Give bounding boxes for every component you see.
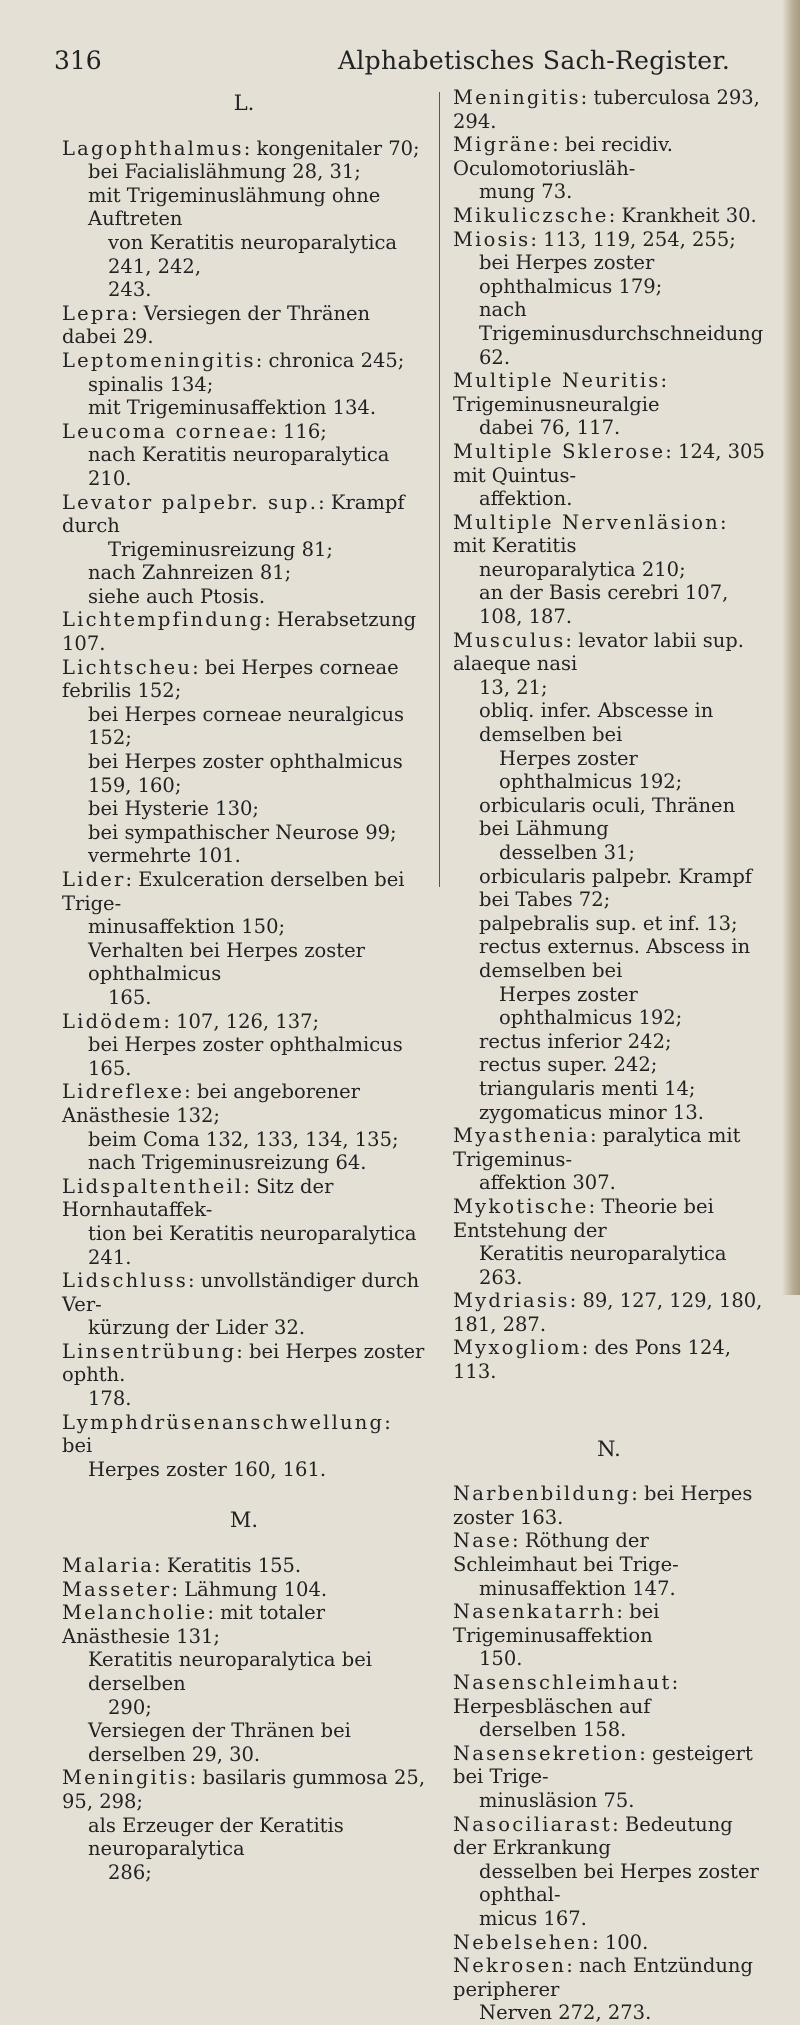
entry-continuation: Keratitis neuroparalytica 263. [479, 1242, 727, 1289]
headword: Leucoma corneae [62, 419, 271, 443]
sub-entry: bei Facialislähmung 28, 31; [88, 160, 361, 184]
headword: Leptomeningitis [62, 348, 256, 372]
page-number: 316 [54, 46, 102, 75]
headword: Narbenbildung [453, 1482, 632, 1506]
section-letter-n: N. [597, 1436, 621, 1461]
entry-continuation: dabei 76, 117. [479, 416, 621, 440]
entry-continuation: Herpes zoster ophthalmicus 192; [499, 982, 683, 1030]
sub-entry: triangularis menti 14; [479, 1076, 696, 1100]
headword: Myxogliom [453, 1336, 582, 1360]
index-entry: Lymphdrüsenanschwellung: bei [62, 1410, 391, 1458]
headword: Lider [62, 868, 126, 891]
sub-entry: zygomaticus minor 13. [479, 1100, 704, 1124]
sub-entry: mit Trigeminuslähmung ohne Auftreten [88, 183, 381, 231]
index-entry: Lidreflexe: bei angeborener Anästhesie 132; [62, 1080, 361, 1127]
index-entry: Malaria: Keratitis 155. [62, 1554, 302, 1578]
headword: Levator palpebr. sup. [62, 490, 319, 514]
sub-entry: bei Herpes zoster ophthalmicus 165. [88, 1033, 403, 1080]
headword: Lepra [62, 301, 131, 325]
entry-continuation: derselben 158. [479, 1718, 627, 1742]
headword: Multiple Nervenläsion [453, 510, 720, 534]
index-entry: Nasenkatarrh: bei Trigeminusaffektion [453, 1600, 660, 1647]
index-entry: Lepra: Versiegen der Thränen dabei 29. [62, 301, 371, 349]
entry-continuation: desselben bei Herpes zoster ophthal- [479, 1859, 759, 1907]
entry-continuation: von Keratitis neuroparalytica 241, 242, [108, 230, 398, 278]
headword: Meningitis [453, 86, 581, 109]
headword: Masseter [62, 1577, 172, 1601]
index-entry: Lidspaltentheil: Sitz der Hornhautaffek- [62, 1174, 334, 1222]
entry-continuation: affektion. [479, 487, 573, 511]
headword: Linsentrübung [62, 1339, 237, 1363]
sub-entry: rectus inferior 242; [479, 1029, 672, 1053]
index-entry: Levator palpebr. sup.: Krampf durch [62, 490, 405, 538]
headword: Lidreflexe [62, 1080, 185, 1104]
sub-entry: orbicularis palpebr. Krampf bei Tabes 72; [479, 864, 753, 912]
headword: Lidspaltentheil [62, 1174, 244, 1198]
right-column [453, 86, 765, 2025]
headword: Lidödem [62, 1009, 164, 1033]
index-entry: Mydriasis: 89, 127, 129, 180, 181, 287. [453, 1289, 763, 1336]
headword: Nasensekretion [453, 1741, 640, 1765]
entry-continuation: Herpes zoster ophthalmicus 192; [499, 746, 683, 794]
headword: Nasenschleimhaut [453, 1671, 672, 1694]
index-entry: Lidödem: 107, 126, 137; [62, 1009, 320, 1033]
headword: Multiple Sklerose [453, 439, 666, 463]
sub-entry: obliq. infer. Abscesse in demselben bei [479, 699, 714, 747]
entry-continuation: affektion 307. [479, 1171, 616, 1195]
entry-continuation: minusläsion 75. [479, 1788, 635, 1812]
entry-continuation: Trigeminusreizung 81; [108, 537, 333, 561]
entry-continuation: 243. [108, 278, 152, 302]
index-entry: Nasenschleimhaut: Herpesbläschen auf [453, 1671, 679, 1718]
sub-entry: bei Herpes corneae neuralgicus 152; [88, 702, 405, 750]
sub-entry: als Erzeuger der Keratitis neuroparalytica [88, 1813, 344, 1861]
index-entry: Nekrosen: nach Entzündung peripherer [453, 1954, 753, 2001]
index-entry: Lichtscheu: bei Herpes corneae febrilis 152; [62, 655, 399, 703]
index-entry: Mikuliczsche: Krankheit 30. [453, 203, 757, 227]
index-entry: Nasociliarast: Bedeutung der Erkrankung [453, 1812, 733, 1860]
index-entry: Musculus: levator labii sup. alaeque nasi [453, 628, 744, 676]
sub-entry: nach Trigeminusreizung 64. [88, 1151, 367, 1175]
entry-continuation: 150. [479, 1647, 523, 1671]
entry-continuation: neuroparalytica 210; [479, 557, 686, 581]
headword: Lichtempfindung [62, 608, 265, 632]
headword: Nasenkatarrh [453, 1600, 617, 1624]
entry-continuation: 178. [88, 1387, 132, 1411]
index-entry: Meningitis: tuberculosa 293, 294. [453, 86, 760, 133]
index-entry: Masseter: Lähmung 104. [62, 1577, 328, 1601]
headword: Miosis [453, 227, 531, 251]
headword: Lidschluss [62, 1269, 188, 1293]
index-entry: Leptomeningitis: chronica 245; [62, 348, 405, 372]
headword: Nase [453, 1529, 513, 1553]
headword: Meningitis [62, 1766, 190, 1790]
headword: Mykotische [453, 1194, 589, 1218]
entry-continuation: minusaffektion 147. [479, 1576, 676, 1600]
page-edge [782, 0, 800, 1295]
sub-entry: bei Hysterie 130; [88, 797, 259, 821]
index-entry: Multiple Neuritis: Trigeminusneuralgie [453, 369, 668, 416]
sub-entry: Keratitis neuroparalytica bei derselben [88, 1648, 372, 1695]
index-entry: Melancholie: mit totaler Anästhesie 131; [62, 1601, 326, 1648]
page-header [0, 42, 800, 82]
sub-entry: vermehrte 101. [88, 844, 241, 868]
index-entry: Linsentrübung: bei Herpes zoster ophth. [62, 1339, 425, 1387]
headword: Malaria [62, 1554, 155, 1578]
entry-continuation: 290; [108, 1695, 152, 1719]
entry-continuation: kürzung der Lider 32. [88, 1316, 306, 1340]
index-entry: Nebelsehen: 100. [453, 1930, 649, 1954]
headword: Lymphdrüsenanschwellung [62, 1410, 385, 1434]
entry-continuation: 286; [108, 1860, 152, 1884]
index-entry: Leucoma corneae: 116; [62, 419, 327, 443]
headword: Nekrosen [453, 1954, 567, 1978]
entry-continuation: 13, 21; [479, 675, 548, 699]
sub-entry: nach Trigeminusdurchschneidung 62. [479, 298, 764, 369]
entry-continuation: Nerven 272, 273. [479, 2001, 652, 2025]
entry-continuation: desselben 31; [499, 841, 635, 864]
sub-entry: bei sympathischer Neurose 99; [88, 820, 397, 844]
entry-continuation: 165. [108, 985, 152, 1009]
sub-entry: siehe auch Ptosis. [88, 584, 266, 608]
sub-entry: bei Herpes zoster ophthalmicus 159, 160; [88, 750, 403, 797]
index-entry: Multiple Sklerose: 124, 305 mit Quintus- [453, 439, 765, 487]
sub-entry: nach Zahnreizen 81; [88, 561, 292, 585]
headword: Multiple Neuritis [453, 369, 661, 393]
index-entry: Mykotische: Theorie bei Entstehung der [453, 1194, 714, 1242]
entry-continuation: micus 167. [479, 1906, 587, 1930]
sub-entry: mit Trigeminusaffektion 134. [88, 396, 377, 420]
sub-entry: rectus externus. Abscess in demselben bei [479, 935, 751, 982]
left-column [62, 86, 426, 1884]
entry-continuation: mung 73. [479, 180, 573, 204]
headword: Lichtscheu [62, 655, 193, 679]
index-entry: Miosis: 113, 119, 254, 255; [453, 227, 736, 251]
index-entry: Myxogliom: des Pons 124, 113. [453, 1336, 731, 1384]
index-entry: Meningitis: basilaris gummosa 25, 95, 298; [62, 1766, 426, 1813]
page-title: Alphabetisches Sach-Register. [338, 46, 731, 75]
index-entry: Lidschluss: unvollständiger durch Ver- [62, 1269, 420, 1316]
sub-entry: rectus super. 242; [479, 1053, 658, 1077]
headword: Nebelsehen [453, 1930, 593, 1954]
sub-entry: palpebralis sup. et inf. 13; [479, 911, 738, 935]
sub-entry: nach Keratitis neuroparalytica 210. [88, 443, 390, 490]
index-entry: Myasthenia: paralytica mit Trigeminus- [453, 1124, 741, 1171]
index-entry: Nasensekretion: gesteigert bei Trige- [453, 1741, 753, 1789]
headword: Mydriasis [453, 1289, 570, 1313]
index-entry: Lichtempfindung: Herabsetzung 107. [62, 608, 417, 656]
sub-entry: beim Coma 132, 133, 134, 135; [88, 1127, 399, 1151]
entry-continuation: Herpes zoster 160, 161. [88, 1457, 327, 1481]
sub-entry: orbicularis oculi, Thränen bei Lähmung [479, 793, 736, 841]
index-entry: Multiple Nervenläsion: mit Keratitis [453, 510, 727, 558]
sub-entry: an der Basis cerebri 107, 108, 187. [479, 581, 729, 629]
sub-entry: bei Herpes zoster ophthalmicus 179; [479, 251, 663, 298]
index-entry: Migräne: bei recidiv. Oculomotoriusläh- [453, 133, 674, 180]
index-entry: Lider: Exulceration derselben bei Trige- [62, 868, 405, 915]
section-letter-l: L. [233, 91, 255, 115]
index-entry: Lagophthalmus: kongenitaler 70; [62, 136, 420, 160]
headword: Mikuliczsche [453, 203, 609, 227]
entry-continuation: tion bei Keratitis neuroparalytica 241. [88, 1221, 417, 1269]
sub-entry: Verhalten bei Herpes zoster ophthalmicus [88, 938, 365, 986]
section-letter-m: M. [229, 1508, 259, 1533]
entry-continuation: minusaffektion 150; [88, 915, 286, 939]
headword: Lagophthalmus [62, 136, 244, 160]
column-divider [439, 92, 440, 887]
sub-entry: Versiegen der Thränen bei derselben 29, 30. [88, 1719, 351, 1766]
headword: Musculus [453, 628, 566, 652]
index-entry: Narbenbildung: bei Herpes zoster 163. [453, 1482, 753, 1529]
headword: Nasociliarast [453, 1812, 613, 1836]
headword: Migräne [453, 133, 553, 157]
index-entry: Nase: Röthung der Schleimhaut bei Trige- [453, 1529, 679, 1577]
sub-entry: spinalis 134; [88, 372, 214, 396]
headword: Myasthenia [453, 1124, 590, 1148]
headword: Melancholie [62, 1601, 208, 1625]
